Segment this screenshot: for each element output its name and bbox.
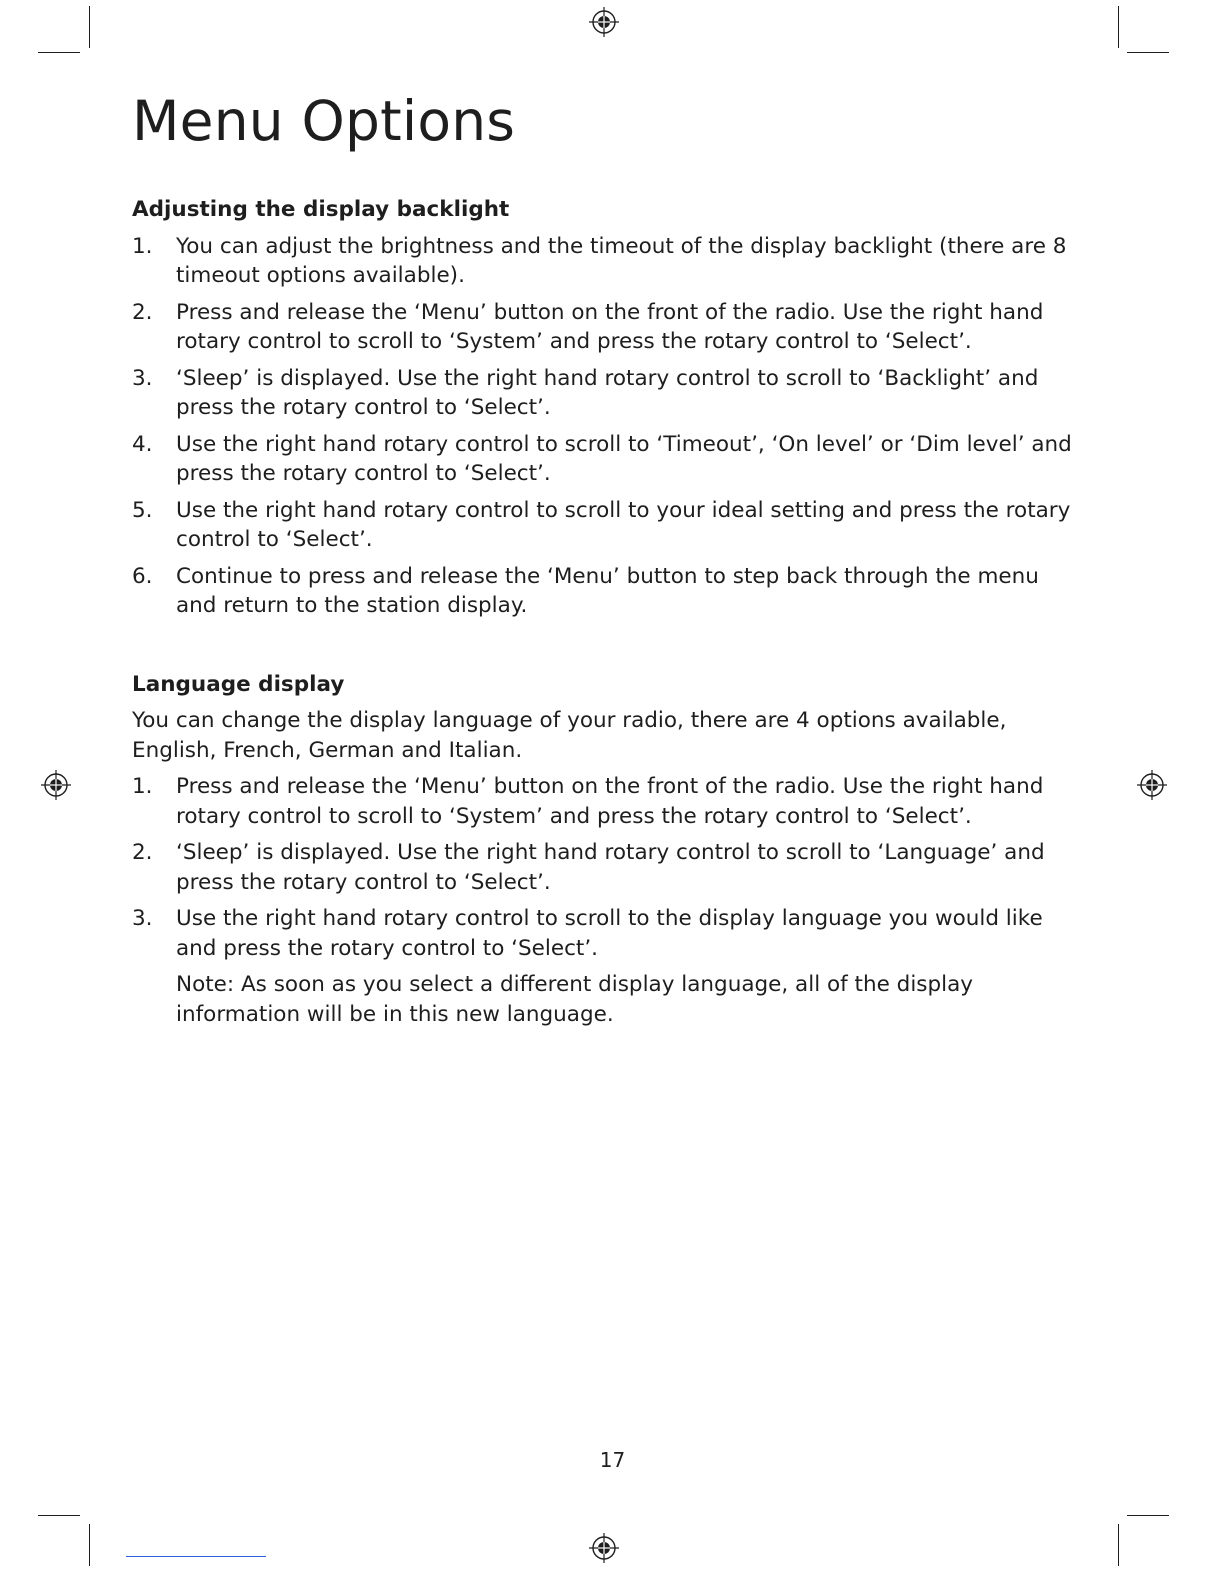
list-item (132, 430, 1082, 489)
note-text: Note: As soon as you select a different display language, all of the display information will be in this new language. (176, 972, 974, 1027)
crop-mark-top-left-horizontal (38, 52, 80, 53)
list-item (132, 232, 1082, 291)
step-text: Press and release the ‘Menu’ button on the front of the radio. Use the right hand rotary control to scroll to ‘System’ and press the rotary control to ‘Select’. (176, 299, 1044, 354)
registration-mark-bottom-icon (589, 1533, 619, 1563)
crop-mark-top-right-vertical (1118, 6, 1119, 48)
crop-mark-bottom-left-vertical (89, 1524, 90, 1566)
section-intro: You can change the display language of your radio, there are 4 options available, English, French, German and Italian. (132, 708, 1007, 763)
list-item (132, 364, 1082, 423)
step-list (132, 772, 1082, 963)
step-number: 1. (132, 233, 153, 259)
registration-mark-left-icon (41, 770, 71, 800)
section-spacer (132, 628, 1082, 670)
list-item (132, 298, 1082, 357)
list-item (132, 496, 1082, 555)
page-content (132, 195, 1082, 1029)
step-number: 2. (132, 840, 153, 865)
section-backlight (132, 195, 1082, 621)
step-number: 3. (132, 365, 153, 391)
list-item (132, 838, 1082, 897)
step-number: 6. (132, 563, 153, 589)
step-text: Use the right hand rotary control to scroll to the display language you would like and press the rotary control to ‘Select’. (176, 906, 1043, 961)
footer-link-underline (126, 1556, 266, 1557)
step-number: 4. (132, 431, 153, 457)
list-item (132, 772, 1082, 831)
step-text: ‘Sleep’ is displayed. Use the right hand rotary control to scroll to ‘Language’ and press the rotary control to ‘Select’. (176, 840, 1045, 895)
crop-mark-top-left-vertical (89, 6, 90, 48)
step-list (132, 232, 1082, 621)
page-title: Menu Options (132, 89, 516, 153)
list-item (132, 562, 1082, 621)
crop-mark-top-right-horizontal (1127, 52, 1169, 53)
step-number: 1. (132, 774, 153, 799)
step-text: Use the right hand rotary control to scroll to ‘Timeout’, ‘On level’ or ‘Dim level’ and press the rotary control to ‘Select’. (176, 431, 1072, 486)
step-number: 5. (132, 497, 153, 523)
crop-mark-bottom-right-horizontal (1127, 1515, 1169, 1516)
step-text: You can adjust the brightness and the timeout of the display backlight (there are 8 timeout options available). (176, 233, 1067, 288)
section-heading: Language display (132, 671, 345, 697)
list-item (132, 904, 1082, 963)
section-heading: Adjusting the display backlight (132, 197, 510, 222)
step-number: 3. (132, 906, 153, 931)
step-number: 2. (132, 299, 153, 325)
step-text: Use the right hand rotary control to scroll to your ideal setting and press the rotary control to ‘Select’. (176, 497, 1071, 552)
section-language (132, 670, 1082, 1030)
crop-mark-bottom-left-horizontal (38, 1515, 80, 1516)
step-text: Continue to press and release the ‘Menu’ button to step back through the menu and return to the station display. (176, 563, 1039, 618)
step-text: ‘Sleep’ is displayed. Use the right hand rotary control to scroll to ‘Backlight’ and press the rotary control to ‘Select’. (176, 365, 1039, 420)
page-number: 17 (599, 1448, 626, 1472)
crop-mark-bottom-right-vertical (1118, 1524, 1119, 1566)
registration-mark-top-icon (589, 7, 619, 37)
step-text: Press and release the ‘Menu’ button on the front of the radio. Use the right hand rotary control to scroll to ‘System’ and press the rotary control to ‘Select’. (176, 774, 1044, 829)
registration-mark-right-icon (1137, 770, 1167, 800)
